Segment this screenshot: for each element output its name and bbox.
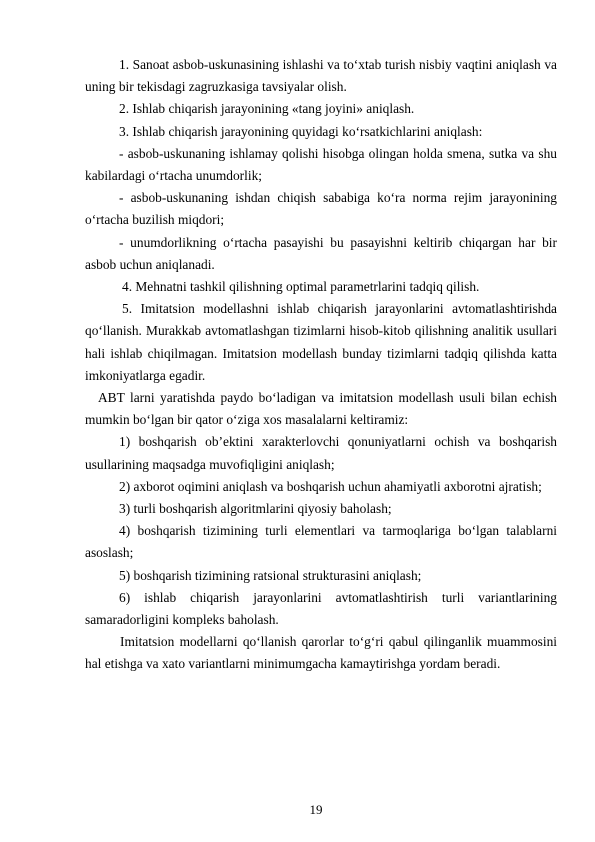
paragraph-bullet-3: - unumdorlikning o‘rtacha pasayishi bu pasayishni keltirib chiqargan har bir asbob uchun aniqlanadi.: [85, 234, 557, 272]
paragraph-task-2: 2) axborot oqimini aniqlash va boshqarish uchun ahamiyatli axborotni ajratish;: [119, 478, 542, 494]
paragraph-task-5: 5) boshqarish tizimining ratsional strukturasini aniqlash;: [119, 567, 422, 583]
paragraph-item-1: 1. Sanoat asbob-uskunasining ishlashi va to‘xtab turish nisbiy vaqtini aniqlash va uning bir tekisdagi zagruzkasiga tavsiyalar olish.: [85, 57, 557, 95]
paragraph-task-6: 6) ishlab chiqarish jarayonlarini avtomatlashtirish turli variantlarining samaradorligini kompleks baholash.: [85, 589, 557, 628]
paragraph-item-3: 3. Ishlab chiqarish jarayonining quyidagi ko‘rsatkichlarini aniqlash:: [119, 123, 483, 139]
paragraph-abt-intro: ABT larni yaratishda paydo bo‘ladigan va imitatsion modellash usuli bilan echish mumkin bo‘lgan bir qator o‘ziga xos masalalarni keltiramiz:: [85, 390, 557, 428]
paragraph-item-4: 4. Mehnatni tashkil qilishning optimal parametrlarini tadqiq qilish.: [122, 279, 480, 295]
paragraph-conclusion: Imitatsion modellarni qo‘llanish qarorlar to‘g‘ri qabul qilinganlik muammosini hal etishga va xato variantlarni minimumgacha kamaytirishga yordam beradi.: [85, 634, 557, 672]
paragraph-item-2: 2. Ishlab chiqarish jarayonining «tang joyini» aniqlash.: [119, 101, 415, 117]
page-number: 19: [309, 802, 323, 817]
paragraph-task-4: 4) boshqarish tizimining turli elementlari va tarmoqlariga bo‘lgan talablarni asoslash;: [85, 523, 557, 561]
paragraph-bullet-1: - asbob-uskunaning ishlamay qolishi hisobga olingan holda smena, sutka va shu kabilardagi o‘rtacha unumdorlik;: [85, 145, 557, 184]
paragraph-task-1: 1) boshqarish ob’ektini xarakterlovchi qonuniyatlarni ochish va boshqarish usullarining maqsadga muvofiqligini aniqlash;: [85, 434, 557, 472]
document-body: [85, 54, 557, 676]
paragraph-bullet-2: - asbob-uskunaning ishdan chiqish sababiga ko‘ra norma rejim jarayonining o‘rtacha buzilish miqdori;: [85, 190, 557, 228]
paragraph-item-5: 5. Imitatsion modellashni ishlab chiqarish jarayonlarini avtomatlashtirishda qo‘llanish. Murakkab avtomatlashgan tizimlarni hisob-kitob qilishning analitik usullari hali ishlab chiqilmagan. Imitatsion modellash bunday tizimlarni tadqiq qilishda katta imkoniyatlarga egadir.: [85, 301, 557, 383]
paragraph-task-3: 3) turli boshqarish algoritmlarini qiyosiy baholash;: [119, 501, 392, 517]
